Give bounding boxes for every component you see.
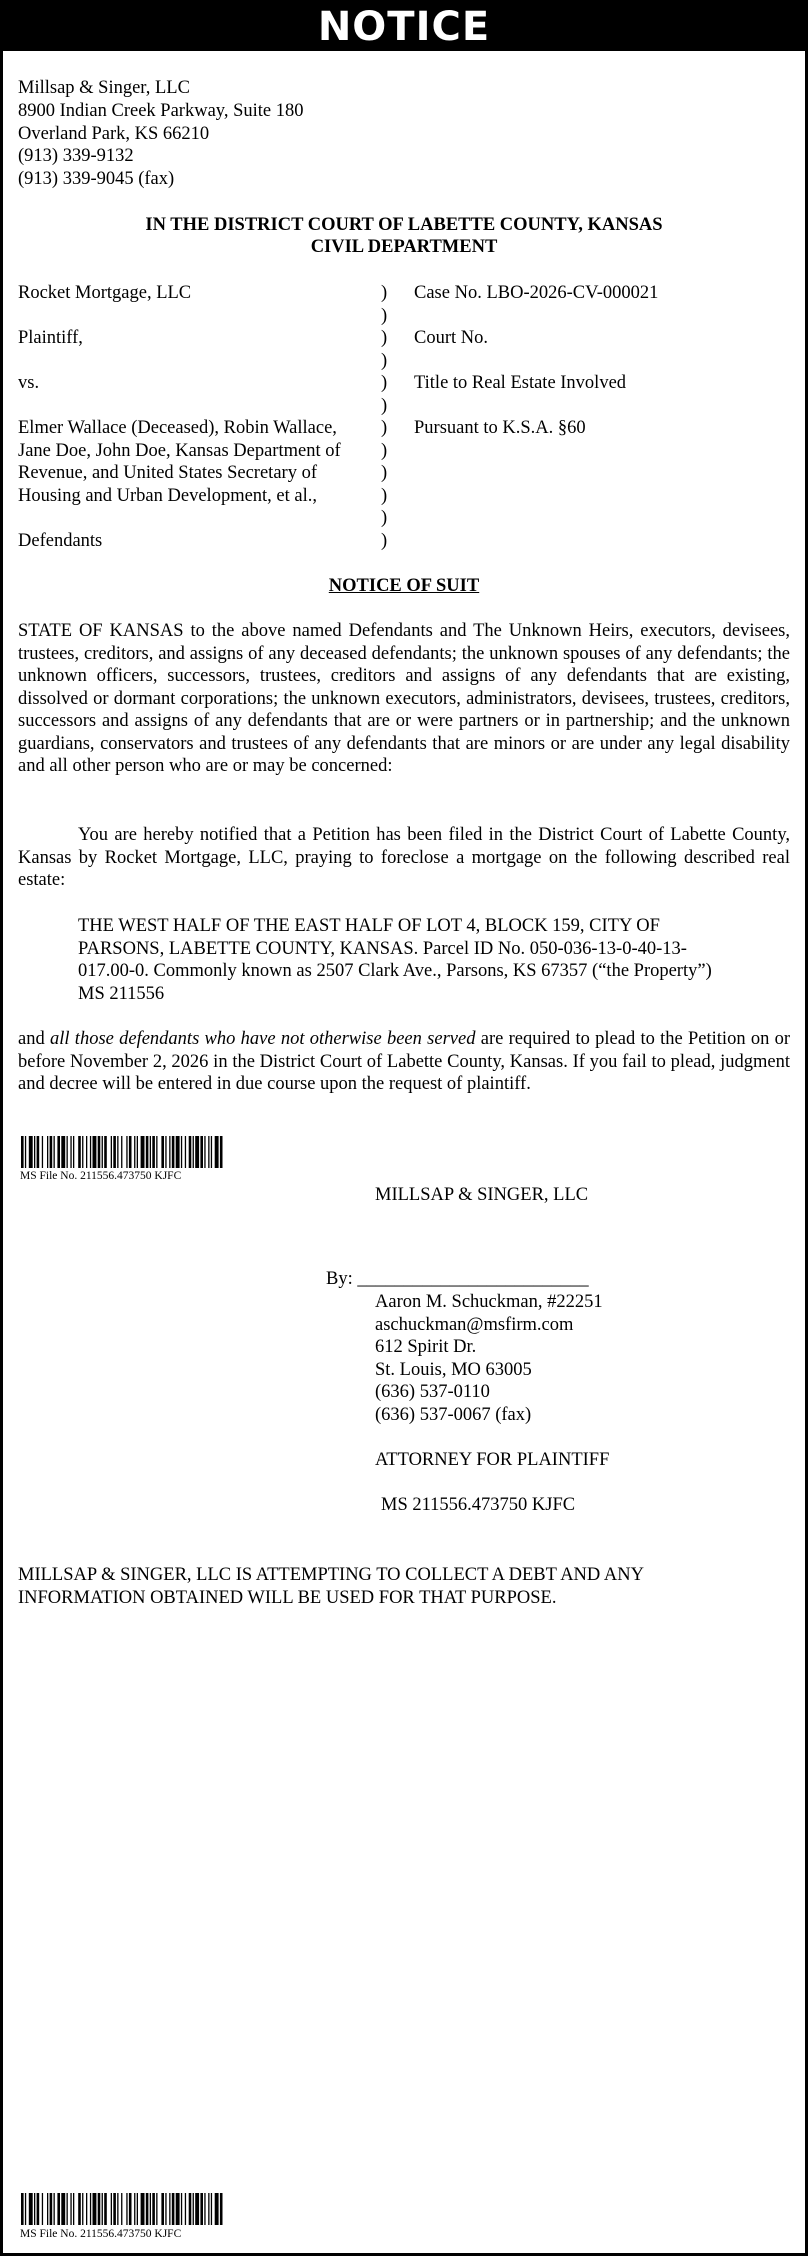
caption-paren: ) — [381, 283, 388, 303]
barcode-bar — [73, 1136, 74, 1168]
barcode-bar — [47, 1136, 48, 1168]
barcode-bar — [37, 2193, 40, 2225]
barcode-bar — [161, 2193, 164, 2225]
attorney-role: ATTORNEY FOR PLAINTIFF — [375, 1450, 610, 1470]
defendant-line: Jane Doe, John Doe, Kansas Department of — [18, 441, 341, 461]
barcode-bar — [152, 2193, 155, 2225]
barcode-bar — [169, 2193, 170, 2225]
barcode-bar — [189, 2193, 192, 2225]
barcode-bar — [70, 2193, 71, 2225]
barcode-bar — [82, 2193, 83, 2225]
court-heading: IN THE DISTRICT COURT OF LABETTE COUNTY, KANSAS — [145, 215, 663, 235]
barcode-bar — [102, 2193, 103, 2225]
firm-name: Millsap & Singer, LLC — [18, 78, 190, 98]
caption-paren: ) — [381, 463, 388, 483]
file-reference: MS 211556.473750 KJFC — [381, 1495, 576, 1515]
barcode-bar — [156, 2193, 157, 2225]
barcode-bar — [73, 2193, 74, 2225]
barcode-bar — [189, 1136, 192, 1168]
case-number: Case No. LBO-2026-CV-000021 — [414, 283, 659, 303]
signature-line: By: _________________________ — [326, 1269, 589, 1289]
attorney-city: St. Louis, MO 63005 — [375, 1360, 532, 1380]
caption-paren: ) — [381, 531, 388, 551]
barcode-bar — [21, 2193, 24, 2225]
barcode-bar — [67, 2193, 68, 2225]
barcode-bar — [25, 2193, 26, 2225]
barcode-bar — [150, 2193, 151, 2225]
barcode-bar — [181, 1136, 182, 1168]
barcode-bar — [104, 1136, 107, 1168]
barcode-bar — [98, 1136, 101, 1168]
barcode-bar — [211, 1136, 212, 1168]
barcode-bar — [50, 1136, 53, 1168]
plead-text-end: are required to plead to the Petition on or before November 2, 2026 in the District Court of Labette County, Kansas. If you fail to plead, judgment and decree will be entered in due course upon the request of plaintiff. — [18, 1029, 791, 1094]
barcode-bar — [29, 1136, 33, 1168]
barcode-bar — [78, 1136, 81, 1168]
barcode-bar — [169, 1136, 170, 1168]
barcode-caption: MS File No. 211556.473750 KJFC — [20, 2228, 182, 2240]
plaintiff-name: Rocket Mortgage, LLC — [18, 283, 192, 303]
legal-description-line: 017.00-0. Commonly known as 2507 Clark Ave., Parsons, KS 67357 (“the Property”) — [78, 961, 712, 981]
barcode-bar — [126, 1136, 127, 1168]
barcode-bar — [54, 2193, 55, 2225]
barcode-bar — [129, 2193, 132, 2225]
barcode — [21, 1136, 283, 1168]
barcode-bar — [86, 1136, 87, 1168]
barcode-bar — [67, 1136, 68, 1168]
barcode-bar — [165, 2193, 166, 2225]
firm-fax: (913) 339-9045 (fax) — [18, 169, 175, 189]
barcode-bar — [165, 1136, 166, 1168]
barcode-bar — [146, 2193, 149, 2225]
caption-paren: ) — [381, 486, 388, 506]
barcode-bar — [200, 1136, 203, 1168]
caption-paren: ) — [381, 418, 388, 438]
defendant-line: Elmer Wallace (Deceased), Robin Wallace, — [18, 418, 337, 438]
barcode-bar — [200, 2193, 203, 2225]
defendant-line: Revenue, and United States Secretary of — [18, 463, 317, 483]
barcode-bar — [141, 2193, 145, 2225]
defendants-label: Defendants — [18, 531, 103, 551]
barcode-bar — [176, 1136, 180, 1168]
barcode-bar — [78, 2193, 81, 2225]
barcode-bar — [141, 1136, 145, 1168]
barcode-bar — [220, 1136, 223, 1168]
barcode-bar — [61, 1136, 65, 1168]
debt-notice-line: MILLSAP & SINGER, LLC IS ATTEMPTING TO COLLECT A DEBT AND ANY — [18, 1565, 644, 1585]
statute-reference: Pursuant to K.S.A. §60 — [414, 418, 586, 438]
title-real-estate: Title to Real Estate Involved — [414, 373, 627, 393]
versus-label: vs. — [18, 373, 40, 393]
barcode-bar — [215, 1136, 219, 1168]
barcode-bar — [57, 2193, 60, 2225]
barcode-bar — [42, 2193, 43, 2225]
barcode-bar — [211, 2193, 212, 2225]
attorney-email: aschuckman@msfirm.com — [375, 1315, 574, 1335]
barcode-bar — [129, 1136, 132, 1168]
defendant-line: Housing and Urban Development, et al., — [18, 486, 318, 506]
court-department: CIVIL DEPARTMENT — [310, 237, 498, 257]
firm-phone: (913) 339-9132 — [18, 146, 134, 166]
notice-paragraph-plead — [18, 1028, 790, 1096]
barcode-bar — [121, 1136, 122, 1168]
notice-of-suit-title — [3, 575, 805, 598]
barcode-bar — [121, 2193, 122, 2225]
barcode-bar — [82, 1136, 83, 1168]
plaintiff-label: Plaintiff, — [18, 328, 83, 348]
barcode-bar — [195, 2193, 199, 2225]
caption-paren: ) — [381, 306, 388, 326]
barcode-bar — [111, 2193, 112, 2225]
caption-paren: ) — [381, 441, 388, 461]
barcode-bar — [93, 2193, 97, 2225]
barcode-bar — [90, 2193, 91, 2225]
notice-header-title: NOTICE — [317, 4, 491, 50]
barcode-bar — [93, 1136, 97, 1168]
barcode-bar — [29, 2193, 33, 2225]
barcode-bar — [34, 1136, 35, 1168]
barcode-bar — [176, 2193, 180, 2225]
attorney-fax: (636) 537-0067 (fax) — [375, 1405, 532, 1425]
barcode-bar — [215, 2193, 219, 2225]
barcode-bar — [193, 1136, 194, 1168]
barcode-bar — [152, 1136, 155, 1168]
caption-paren: ) — [381, 396, 388, 416]
barcode-bar — [172, 2193, 175, 2225]
barcode-graphic — [21, 2193, 283, 2225]
barcode-bar — [98, 2193, 101, 2225]
barcode-caption: MS File No. 211556.473750 KJFC — [20, 1170, 182, 1182]
barcode-bar — [150, 1136, 151, 1168]
barcode-bar — [117, 1136, 118, 1168]
legal-description-line: MS 211556 — [78, 984, 165, 1004]
notice-paragraph-addressees: STATE OF KANSAS to the above named Defendants and The Unknown Heirs, executors, devisees, trustees, creditors, and assigns of any deceased defendants; the unknown spouses of any defendants; the unknown officers, successors, trustees, creditors and assigns of any defendants that are existing, dissolved or dormant corporations; the unknown executors, administrators, devisees, trustees, creditors, successors and assigns of any defendants that are or were partners or in partnership; and the unknown guardians, conservators and trustees of any defendants that are minors or are under any legal disability and all other person who are or may be concerned: — [18, 621, 790, 776]
barcode-bar — [102, 1136, 103, 1168]
barcode-bar — [161, 1136, 164, 1168]
barcode-bar — [134, 2193, 135, 2225]
barcode-bar — [146, 1136, 149, 1168]
barcode-bar — [185, 2193, 186, 2225]
notice-of-suit-title-text: NOTICE OF SUIT — [328, 576, 480, 596]
barcode-bar — [156, 1136, 157, 1168]
plead-text-italic: all those defendants who have not otherwise been served — [50, 1029, 476, 1049]
caption-paren: ) — [381, 328, 388, 348]
barcode-bar — [70, 1136, 71, 1168]
barcode-bar — [90, 1136, 91, 1168]
barcode-bar — [57, 1136, 60, 1168]
legal-description-line: PARSONS, LABETTE COUNTY, KANSAS. Parcel ID No. 050-036-13-0-40-13- — [78, 939, 687, 959]
barcode-graphic — [21, 1136, 283, 1168]
legal-description-line: THE WEST HALF OF THE EAST HALF OF LOT 4, BLOCK 159, CITY OF — [78, 916, 660, 936]
barcode-bar — [47, 2193, 48, 2225]
barcode-bar — [54, 1136, 55, 1168]
barcode-bar — [204, 2193, 205, 2225]
barcode-bar — [21, 1136, 24, 1168]
barcode-bar — [208, 1136, 209, 1168]
caption-paren: ) — [381, 508, 388, 528]
barcode-bar — [185, 1136, 186, 1168]
barcode-bar — [193, 2193, 194, 2225]
court-number: Court No. — [414, 328, 488, 348]
caption-paren: ) — [381, 373, 388, 393]
plead-text-start: and — [18, 1029, 45, 1049]
barcode-bar — [181, 2193, 182, 2225]
debt-notice-line: INFORMATION OBTAINED WILL BE USED FOR THAT PURPOSE. — [18, 1588, 557, 1608]
barcode-bar — [61, 2193, 65, 2225]
attorney-name: Aaron M. Schuckman, #22251 — [375, 1292, 603, 1312]
barcode-bar — [37, 1136, 40, 1168]
notice-header-bar — [3, 3, 805, 51]
barcode-bar — [86, 2193, 87, 2225]
barcode-bar — [134, 1136, 135, 1168]
signature-firm: MILLSAP & SINGER, LLC — [375, 1185, 589, 1205]
barcode-bar — [220, 2193, 223, 2225]
barcode-bar — [34, 2193, 35, 2225]
barcode-bar — [204, 1136, 205, 1168]
attorney-street: 612 Spirit Dr. — [375, 1337, 477, 1357]
caption-paren: ) — [381, 351, 388, 371]
firm-address-line2: Overland Park, KS 66210 — [18, 124, 210, 144]
barcode-bar — [113, 2193, 116, 2225]
barcode-bar — [50, 2193, 53, 2225]
barcode-bar — [111, 1136, 112, 1168]
barcode-bar — [42, 1136, 43, 1168]
barcode-bar — [113, 1136, 116, 1168]
barcode-bar — [137, 1136, 138, 1168]
barcode-bar — [126, 2193, 127, 2225]
firm-address-line1: 8900 Indian Creek Parkway, Suite 180 — [18, 101, 304, 121]
attorney-phone: (636) 537-0110 — [375, 1382, 490, 1402]
barcode-bar — [104, 2193, 107, 2225]
notice-paragraph-petition: You are hereby notified that a Petition has been filed in the District Court of Labette County, Kansas by Rocket Mortgage, LLC, praying to foreclose a mortgage on the following described real estate: — [18, 825, 790, 890]
barcode-bar — [172, 1136, 175, 1168]
barcode-bar — [208, 2193, 209, 2225]
barcode-bar — [195, 1136, 199, 1168]
barcode — [21, 2193, 283, 2225]
barcode-bar — [117, 2193, 118, 2225]
barcode-bar — [25, 1136, 26, 1168]
barcode-bar — [137, 2193, 138, 2225]
